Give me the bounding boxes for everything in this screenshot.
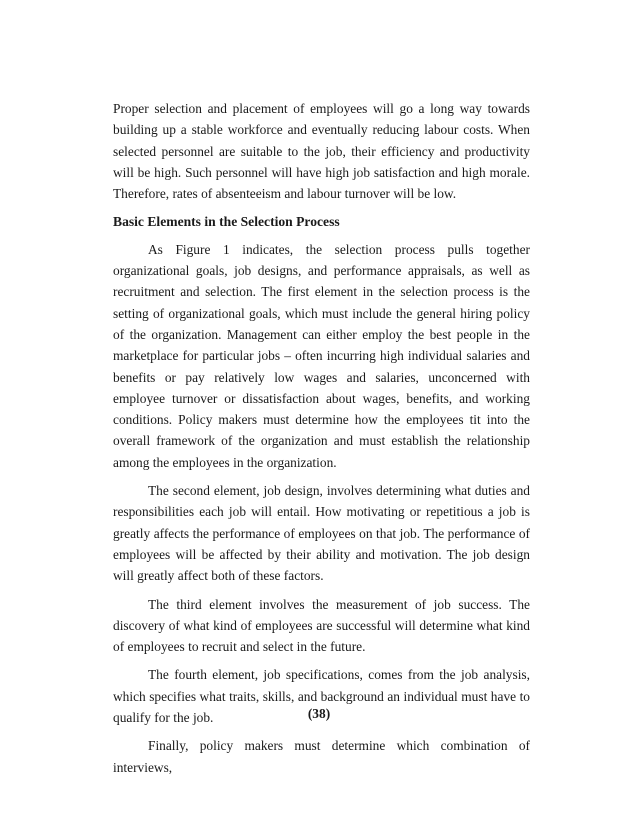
paragraph-final-step: Finally, policy makers must determine which combination of interviews, xyxy=(113,738,530,775)
paragraph-organizational-goals: As Figure 1 indicates, the selection process pulls together organizational goals, job designs, and performance appraisals, as well as recruitment and selection. The first element in the selection process is the setting of organizational goals, which must include the general hiring policy of the organization. Management can either employ the best people in the marketplace for particular jobs – often incurring high individual salaries and benefits or pay relatively low wages and salaries, unconcerned with employee turnover or dissatisfaction about wages, benefits, and working conditions. Policy makers must determine how the employees tit into the overall framework of the organization and must establish the relationship among the employees in the organization. xyxy=(113,241,530,470)
page-number: (38) xyxy=(307,706,331,721)
paragraph-job-success: The third element involves the measurement of job success. The discovery of what kind of employees are successful will determine what kind of employees to recruit and select in the future. xyxy=(113,596,530,655)
page-body xyxy=(113,98,530,785)
paragraph-job-specifications: The fourth element, job specifications, comes from the job analysis, which specifies what traits, skills, and background an individual must have to qualify for the job. xyxy=(113,667,530,726)
section-heading: Basic Elements in the Selection Process xyxy=(113,214,340,230)
intro-paragraph: Proper selection and placement of employees will go a long way towards building up a stable workforce and eventually reducing labour costs. When selected personnel are suitable to the job, their efficiency and productivity will be high. Such personnel will have high job satisfaction and high morale. Therefore, rates of absenteeism and labour turnover will be low. xyxy=(113,101,530,202)
paragraph-job-design: The second element, job design, involves determining what duties and responsibilities each job will entail. How motivating or repetitious a job is greatly affects the performance of employees on that job. The performance of employees will be affected by their ability and motivation. The job design will greatly affect both of these factors. xyxy=(113,483,530,584)
